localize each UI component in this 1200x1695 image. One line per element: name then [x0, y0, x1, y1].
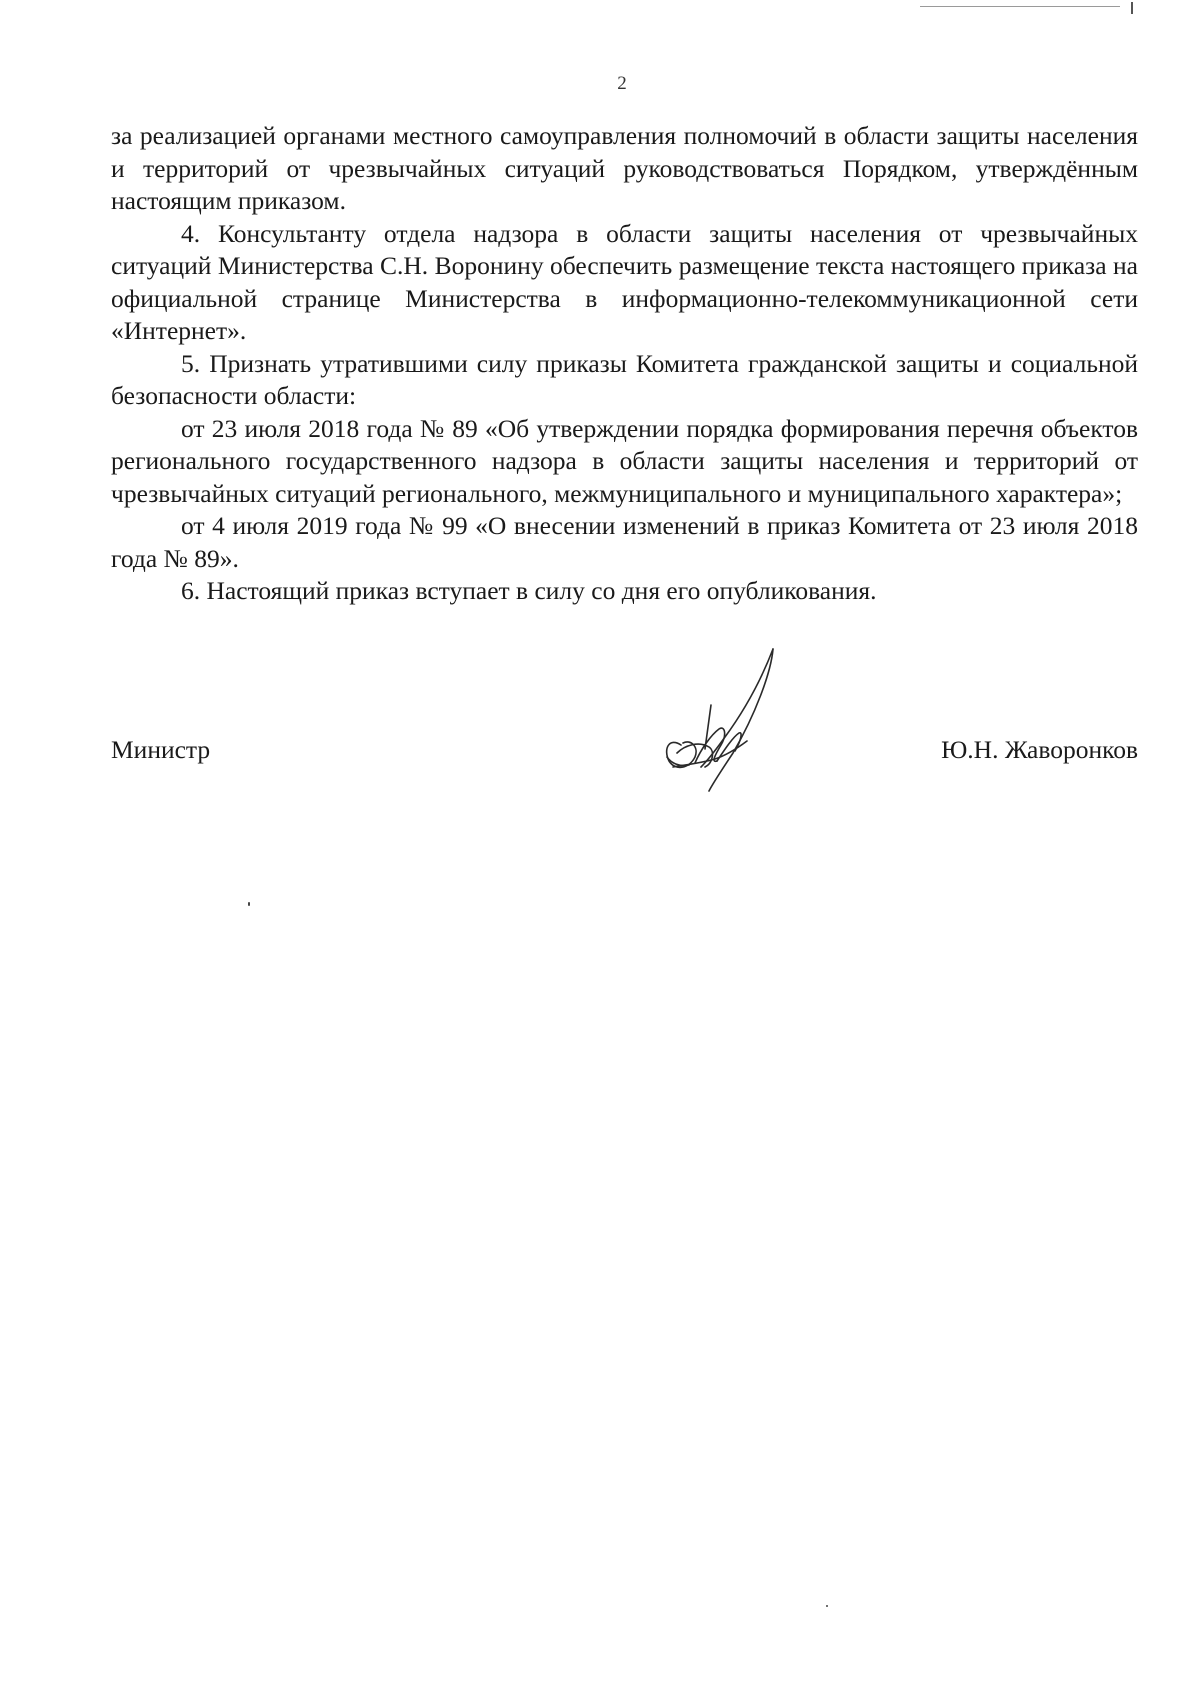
scan-speck — [248, 902, 250, 906]
scan-edge-line — [920, 6, 1120, 7]
signatory-position: Министр — [111, 735, 211, 764]
paragraph-item-4: 4. Консультанту отдела надзора в области защиты населения от чрезвычайных ситуаций Министерства С.Н. Воронину обеспечить размещение текста настоящего приказа на официальной странице Министерства в информационно-телекоммуникационной сети «Интернет». — [111, 218, 1138, 345]
paragraph-item-5: 5. Признать утратившими силу приказы Комитета гражданской защиты и социальной безопасности области: — [111, 348, 1138, 410]
paragraph-item-5-order-2019: от 4 июля 2019 года № 99 «О внесении изменений в приказ Комитета от 23 июля 2018 года № 89». — [111, 511, 1138, 573]
signature-block — [111, 735, 1138, 775]
paragraph-item-6: 6. Настоящий приказ вступает в силу со дня его опубликования. — [181, 576, 877, 605]
scan-speck — [826, 1605, 828, 1607]
paragraph-continuation: за реализацией органами местного самоуправления полномочий в области защиты населения и территорий от чрезвычайных ситуаций руководствоваться Порядком, утверждённым настоящим приказом. — [111, 121, 1138, 215]
document-body — [111, 120, 1138, 608]
signatory-name: Ю.Н. Жаворонков — [941, 735, 1138, 764]
page-number: 2 — [617, 73, 627, 94]
scan-edge-mark — [1131, 2, 1133, 14]
paragraph-item-5-order-2018: от 23 июля 2018 года № 89 «Об утверждении порядка формирования перечня объектов регионального государственного надзора в области защиты населения и территорий от чрезвычайных ситуаций регионального, межмуниципального и муниципального характера»; — [111, 413, 1138, 508]
handwritten-signature — [655, 645, 785, 805]
